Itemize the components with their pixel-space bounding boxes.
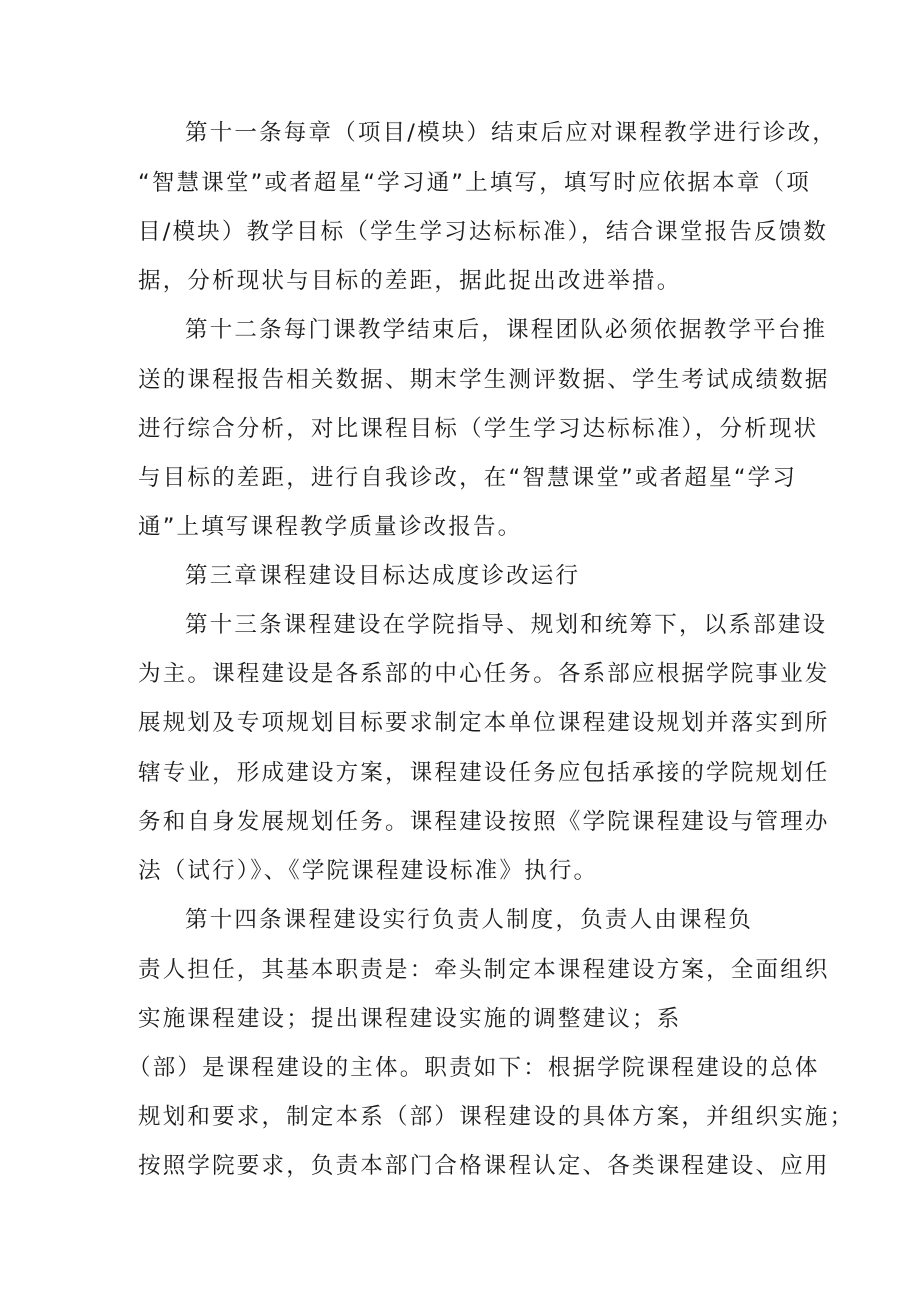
article-14-line-2: 责人担任，其基本职责是：牵头制定本课程建设方案，全面组织: [138, 957, 830, 983]
article-14-line-3: 实施课程建设；提出课程建设实施的调整建议；系: [138, 1006, 682, 1032]
article-13-line-2: 为主。课程建设是各系部的中心任务。各系部应根据学院事业发: [138, 661, 830, 687]
article-12-line-1: 第十二条每门课教学结束后，课程团队必须依据教学平台推: [185, 317, 828, 343]
article-11-line-1: 第十一条每章（项目/模块）结束后应对课程教学进行诊改，: [185, 120, 837, 146]
article-12-line-5: 通”上填写课程教学质量诊改报告。: [138, 514, 523, 540]
article-14-line-5: 规划和要求，制定本系（部）课程建设的具体方案，并组织实施；: [138, 1104, 855, 1130]
article-12-line-2: 送的课程报告相关数据、期末学生测评数据、学生考试成绩数据: [138, 367, 830, 393]
article-12-line-4: 与目标的差距，进行自我诊改，在“智慧课堂”或者超星“学习: [138, 465, 798, 491]
article-11-line-4: 据，分析现状与目标的差距，据此捉出改进举措。: [138, 268, 682, 294]
article-14-line-4: （部）是课程建设的主体。职责如下：根据学院课程建设的总体: [128, 1055, 820, 1081]
article-13-line-5: 务和自身发展规划任务。课程建设按照《学院课程建设与管理办: [138, 809, 830, 835]
article-13-line-4: 辖专业，形成建设方案，课程建设任务应包括承接的学院规划任: [138, 760, 830, 786]
article-13-line-3: 展规划及专项规划目标要求制定本单位课程建设规划并落实到所: [138, 710, 830, 736]
article-13-line-1: 第十三条课程建设在学院指导、规划和统筹下，以系部建设: [185, 612, 828, 638]
article-12-line-3: 进行综合分析，对比课程目标（学生学习达标标准），分析现状: [138, 416, 819, 442]
article-13-line-6: 法（试行）》、《学院课程建设标准》执行。: [138, 858, 599, 884]
article-14-line-6: 按照学院要求，负责本部门合格课程认定、各类课程建设、应用: [138, 1153, 830, 1179]
article-11-line-3: 目/模块）教学目标（学生学习达标标准），结合课堂报告反馈数: [138, 219, 829, 245]
article-14-line-1: 第十四条课程建设实行负责人制度，负责人由课程负: [185, 907, 754, 933]
chapter-3-heading: 第三章课程建设目标达成度诊改运行: [185, 563, 581, 589]
article-11-line-2: “智慧课堂”或者超星“学习通”上填写，填写时应依据本章（项: [138, 170, 811, 196]
